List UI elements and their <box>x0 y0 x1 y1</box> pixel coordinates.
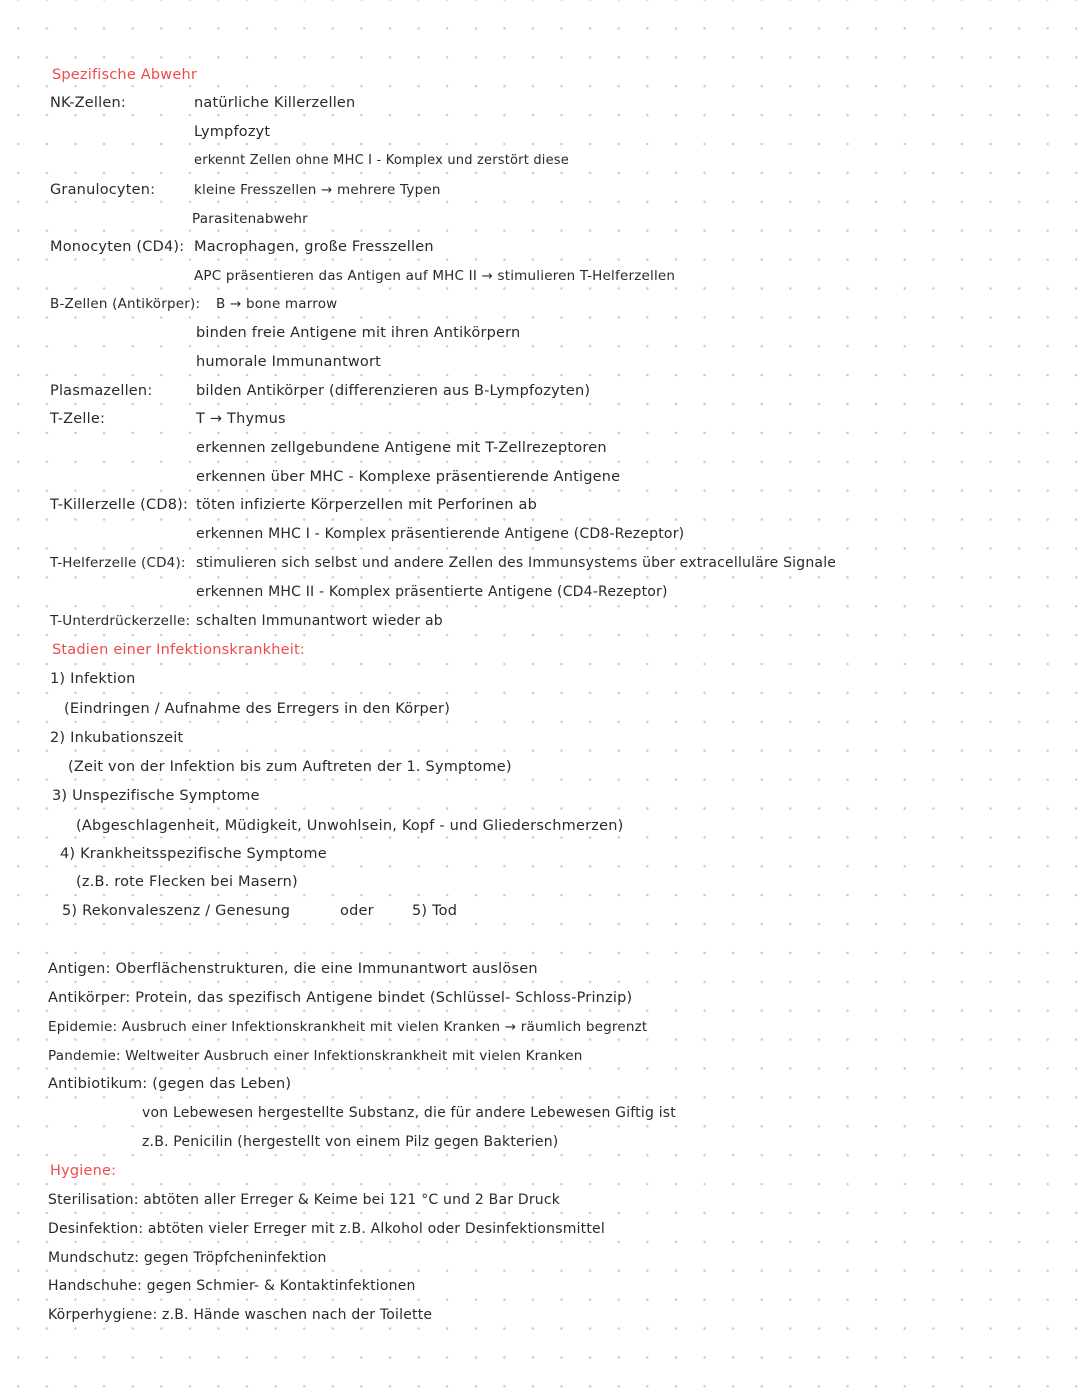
def-label: T-Helferzelle (CD4): <box>50 555 186 571</box>
def-text: erkennen über MHC - Komplexe präsentierende Antigene <box>196 469 621 485</box>
term-row <box>48 956 538 982</box>
hygiene-label: Sterilisation: <box>48 1192 139 1208</box>
term-label: Antibiotikum: <box>48 1076 148 1092</box>
term-label: Antikörper: <box>48 990 131 1006</box>
def-text: Macrophagen, große Fresszellen <box>194 239 434 255</box>
def-text: töten infizierte Körperzellen mit Perforinen ab <box>196 497 537 513</box>
def-label: T-Zelle: <box>50 411 106 427</box>
def-label: NK-Zellen: <box>50 95 126 111</box>
term-text: von Lebewesen hergestellte Substanz, die für andere Lebewesen Giftig ist <box>142 1105 676 1121</box>
heading-stadien: Stadien einer Infektionskrankheit: <box>52 642 305 658</box>
def-text: natürliche Killerzellen <box>194 95 356 111</box>
term-row <box>48 1014 647 1040</box>
term-text: Protein, das spezifisch Antigene bindet (Schlüssel- Schloss-Prinzip) <box>135 990 633 1006</box>
hygiene-row <box>48 1216 605 1242</box>
def-label: Granulocyten: <box>50 182 156 198</box>
def-text: erkennen zellgebundene Antigene mit T-Zellrezeptoren <box>196 440 607 456</box>
hygiene-label: Handschuhe: <box>48 1278 143 1294</box>
def-text: stimulieren sich selbst und andere Zellen des Immunsystems über extracelluläre Signale <box>196 555 837 571</box>
stage-line: 3) Unspezifische Symptome <box>52 788 260 804</box>
heading-hygiene: Hygiene: <box>50 1163 117 1179</box>
stage-line: (z.B. rote Flecken bei Masern) <box>76 874 298 890</box>
term-row <box>142 1100 676 1126</box>
hygiene-text: z.B. Hände waschen nach der Toilette <box>162 1307 433 1323</box>
stage-line: 1) Infektion <box>50 671 136 687</box>
term-label: Antigen: <box>48 961 111 977</box>
stage-line: (Abgeschlagenheit, Müdigkeit, Unwohlsein, Kopf - und Gliederschmerzen) <box>76 818 624 834</box>
def-text: T → Thymus <box>196 411 286 427</box>
term-row <box>48 1043 582 1069</box>
hygiene-text: gegen Tröpfcheninfektion <box>143 1250 327 1266</box>
term-row <box>142 1129 558 1155</box>
term-row <box>48 985 632 1011</box>
def-text: binden freie Antigene mit ihren Antikörpern <box>196 325 521 341</box>
def-text: erkennen MHC I - Komplex präsentierende Antigene (CD8-Rezeptor) <box>196 526 685 542</box>
term-row <box>48 1071 291 1097</box>
def-text: schalten Immunantwort wieder ab <box>196 613 443 629</box>
term-text: Ausbruch einer Infektionskrankheit mit vielen Kranken → räumlich begrenzt <box>121 1019 648 1035</box>
def-label: Monocyten (CD4): <box>50 239 185 255</box>
def-label: Plasmazellen: <box>50 383 153 399</box>
hygiene-text: abtöten aller Erreger & Keime bei 121 °C und 2 Bar Druck <box>143 1192 561 1208</box>
stage-outcome <box>62 898 502 924</box>
stage-line: (Eindringen / Aufnahme des Erregers in den Körper) <box>64 701 451 717</box>
term-text: Oberflächenstrukturen, die eine Immunantwort auslösen <box>115 961 538 977</box>
def-text: B → bone marrow <box>216 296 338 312</box>
hygiene-row <box>48 1187 560 1213</box>
hygiene-text: gegen Schmier- & Kontaktinfektionen <box>146 1278 416 1294</box>
term-text: z.B. Penicilin (hergestellt von einem Pilz gegen Bakterien) <box>142 1134 559 1150</box>
outcome-or: oder <box>340 903 374 919</box>
def-label: B-Zellen (Antikörper): <box>50 296 201 312</box>
term-text: Weltweiter Ausbruch einer Infektionskrankheit mit vielen Kranken <box>125 1048 583 1064</box>
hygiene-row <box>48 1245 327 1271</box>
stage-line: (Zeit von der Infektion bis zum Auftreten der 1. Symptome) <box>68 759 512 775</box>
def-text: APC präsentieren das Antigen auf MHC II → stimulieren T-Helferzellen <box>194 268 676 284</box>
def-label: T-Killerzelle (CD8): <box>50 497 189 513</box>
stage-line: 2) Inkubationszeit <box>50 730 184 746</box>
term-text: (gegen das Leben) <box>152 1076 292 1092</box>
outcome-genesung: 5) Rekonvaleszenz / Genesung <box>62 903 291 919</box>
def-text: bilden Antikörper (differenzieren aus B-Lympfozyten) <box>196 383 591 399</box>
hygiene-label: Körperhygiene: <box>48 1307 158 1323</box>
def-text: humorale Immunantwort <box>196 354 382 370</box>
def-text: Parasitenabwehr <box>192 211 308 227</box>
hygiene-label: Mundschutz: <box>48 1250 140 1266</box>
outcome-tod: 5) Tod <box>412 903 458 919</box>
hygiene-label: Desinfektion: <box>48 1221 144 1237</box>
heading-spezifische-abwehr: Spezifische Abwehr <box>52 67 198 83</box>
def-label: T-Unterdrückerzelle: <box>50 613 191 629</box>
hygiene-row <box>48 1273 416 1299</box>
def-text: erkennen MHC II - Komplex präsentierte Antigene (CD4-Rezeptor) <box>196 584 668 600</box>
hygiene-text: abtöten vieler Erreger mit z.B. Alkohol oder Desinfektionsmittel <box>147 1221 605 1237</box>
def-text: erkennt Zellen ohne MHC I - Komplex und zerstört diese <box>194 153 569 168</box>
term-label: Pandemie: <box>48 1048 121 1064</box>
hygiene-row <box>48 1302 432 1328</box>
def-text: Lympfozyt <box>194 124 271 140</box>
term-label: Epidemie: <box>48 1019 118 1035</box>
stage-line: 4) Krankheitsspezifische Symptome <box>60 846 327 862</box>
def-text: kleine Fresszellen → mehrere Typen <box>194 182 441 198</box>
